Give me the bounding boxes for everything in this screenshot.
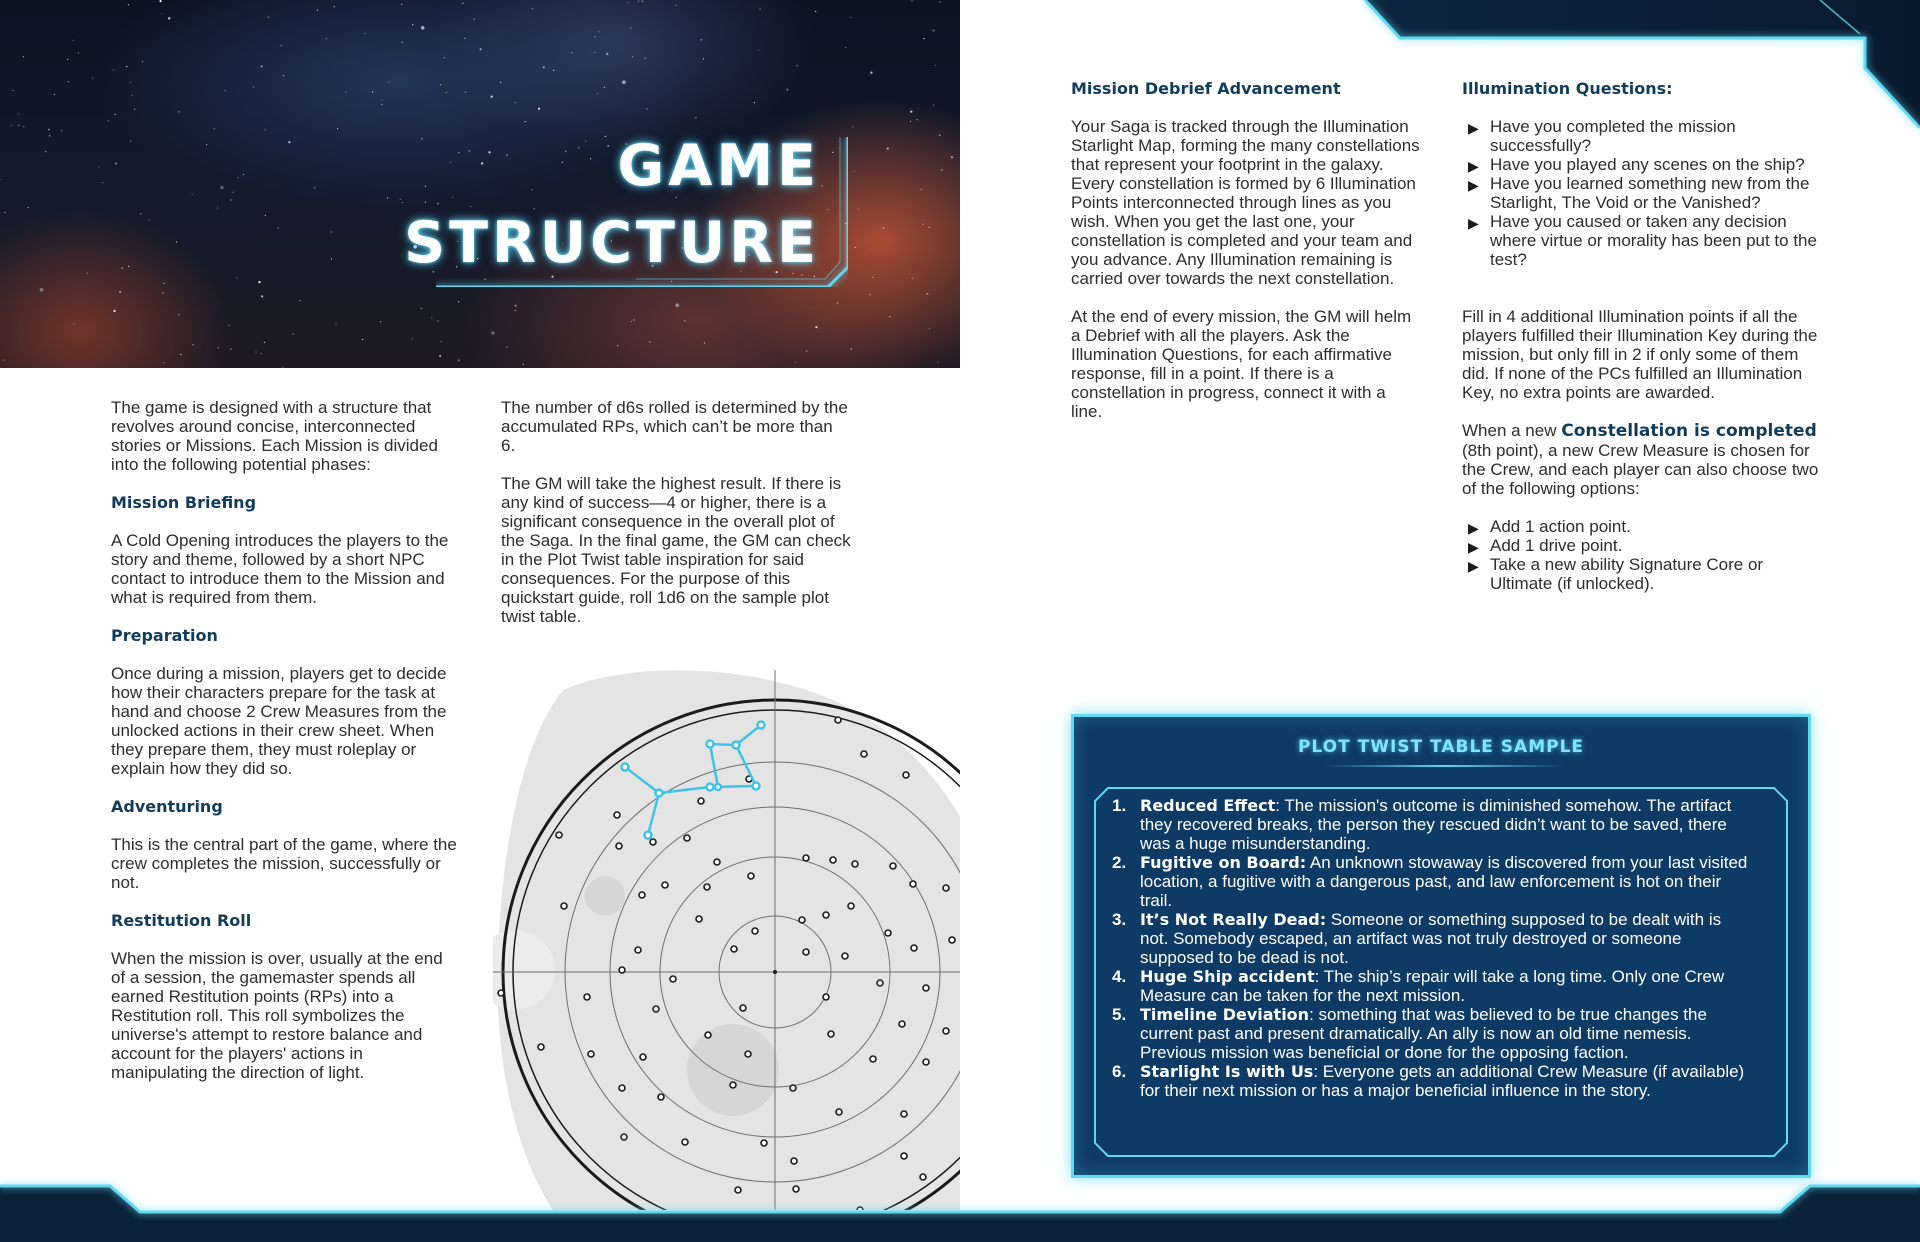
heading-mission-debrief: Mission Debrief Advancement [1071, 79, 1341, 98]
star-point [752, 928, 758, 934]
triangle-bullet-icon: ▶ [1468, 520, 1479, 536]
plot-twist-item: 4. Huge Ship accident: The ship’s repair will take a long time. Only one Crew Measure can be taken for the next mission. [1112, 967, 1725, 1005]
star-point [823, 994, 829, 1000]
star-point [584, 994, 590, 1000]
star-point [848, 903, 854, 909]
starlight-map [493, 670, 960, 1210]
plot-twist-item: 2. Fugitive on Board: An unknown stowaway is discovered from your last visited location, a fugitive with a dangerous past, and law enforcement is hot on their trail. [1112, 853, 1748, 910]
star-point [730, 1082, 736, 1088]
star-point [842, 953, 848, 959]
hero-banner [0, 0, 960, 368]
star-point [619, 967, 625, 973]
star-point [714, 859, 720, 865]
star-point [861, 751, 867, 757]
star-point [698, 798, 704, 804]
star-point [903, 772, 909, 778]
star-point [696, 916, 702, 922]
star-point [704, 884, 710, 890]
page-title [404, 128, 820, 282]
star-point [619, 1085, 625, 1091]
star-point [799, 917, 805, 923]
list-item: ▶ Add 1 action point. [1468, 517, 1631, 536]
star-point [670, 976, 676, 982]
highlight-constellation: Constellation is completed [1561, 421, 1817, 441]
star-point [658, 1094, 664, 1100]
star-point [731, 946, 737, 952]
star-point [835, 717, 841, 723]
triangle-bullet-icon: ▶ [1468, 158, 1479, 174]
star-point [748, 873, 754, 879]
list-item: ▶ Have you caused or taken any decision where virtue or morality has been put to the test? [1468, 212, 1817, 269]
plot-twist-item: 5. Timeline Deviation: something that was believed to be true changes the current past and present dramatically. An ally is now an old time nemesis. Previous mission was beneficial or done for the opposing faction. [1112, 1005, 1707, 1062]
illumination-questions-list [1462, 117, 1822, 269]
triangle-bullet-icon: ▶ [1468, 558, 1479, 574]
paragraph-d6-count: The number of d6s rolled is determined by the accumulated RPs, which can’t be more than 6. [501, 398, 848, 455]
star-point [943, 1028, 949, 1034]
paragraph-mission-briefing: A Cold Opening introduces the players to the story and theme, followed by a short NPC contact to introduce them to the Mission and what is required from them. [111, 531, 449, 607]
star-point [877, 980, 883, 986]
paragraph-saga-tracking: Your Saga is tracked through the Illumination Starlight Map, forming the many constellations that represent your footprint in the galaxy. Every constellation is formed by 6 Illumination Points interconnected through lines as you wish. When you get the last one, your constellation is completed and your team and you advance. Any Illumination remaining is carried over towards the next constellation. [1071, 117, 1420, 288]
left-column-1 [111, 398, 461, 1101]
triangle-bullet-icon: ▶ [1468, 177, 1479, 193]
star-point [635, 947, 641, 953]
list-item: ▶ Have you completed the mission successfully? [1468, 117, 1736, 155]
right-column-2 [1462, 79, 1822, 593]
heading-mission-briefing: Mission Briefing [111, 493, 257, 512]
star-point [836, 1109, 842, 1115]
star-point [899, 1021, 905, 1027]
paragraph-debrief: At the end of every mission, the GM will helm a Debrief with all the players. Ask the Illumination Questions, for each affirmative response, fill in a point. If there is a constellation in progress, connect it with a line. [1071, 307, 1412, 421]
intro-paragraph: The game is designed with a structure that revolves around concise, interconnected stories or Missions. Each Mission is divided into the following potential phases: [111, 398, 438, 474]
star-point [911, 945, 917, 951]
star-point [901, 1111, 907, 1117]
plot-twist-table [1071, 714, 1811, 1178]
star-point [662, 882, 668, 888]
star-point [761, 1140, 767, 1146]
star-point [823, 912, 829, 918]
star-point [791, 1158, 797, 1164]
heading-illumination-questions: Illumination Questions: [1462, 79, 1673, 98]
left-column-2 [501, 398, 851, 645]
star-point [682, 1139, 688, 1145]
star-point [803, 949, 809, 955]
star-point [910, 881, 916, 887]
advancement-options-list [1462, 517, 1822, 593]
star-point [588, 1051, 594, 1057]
star-point [650, 839, 656, 845]
star-point [561, 903, 567, 909]
star-point [616, 843, 622, 849]
star-point [923, 1059, 929, 1065]
star-point [943, 885, 949, 891]
plot-twist-title: PLOT TWIST TABLE SAMPLE [1297, 737, 1585, 757]
title-underline [1324, 765, 1564, 767]
star-point [949, 937, 955, 943]
star-point [640, 1054, 646, 1060]
heading-restitution-roll: Restitution Roll [111, 911, 252, 930]
star-point [923, 985, 929, 991]
plot-twist-list [1112, 796, 1752, 1100]
right-column-1 [1071, 79, 1421, 440]
star-point [890, 863, 896, 869]
title-line-1: GAME [617, 133, 820, 199]
list-item: ▶ Have you played any scenes on the ship? [1468, 155, 1805, 174]
star-point [901, 1153, 907, 1159]
star-point [852, 861, 858, 867]
star-point [498, 990, 504, 996]
triangle-bullet-icon: ▶ [1468, 120, 1479, 136]
paragraph-preparation: Once during a mission, players get to decide how their characters prepare for the task at hand and choose 2 Crew Measures from the unlocked actions in their crew sheet. When they prepare them, they must roleplay or explain how they did so. [111, 664, 447, 778]
title-line-2: STRUCTURE [404, 210, 820, 276]
list-item: ▶ Take a new ability Signature Core or Ultimate (if unlocked). [1468, 555, 1764, 593]
paragraph-gm-result: The GM will take the highest result. If there is any kind of success—4 or higher, there is a significant consequence in the overall plot of the Saga. In the final game, the GM can check in the Plot Twist table inspiration for said consequences. For the purpose of this quickstart guide, roll 1d6 on the sample plot twist table. [501, 474, 851, 626]
star-point [639, 892, 645, 898]
star-point [830, 857, 836, 863]
star-point [684, 835, 690, 841]
footer-bar [0, 1178, 1920, 1242]
star-point [614, 812, 620, 818]
paragraph-restitution-roll: When the mission is over, usually at the end of a session, the gamemaster spends all earned Restitution points (RPs) into a Restitution roll. This roll symbolizes the universe's attempt to restore balance and account for the players' actions in manipulating the direction of light. [111, 949, 443, 1082]
star-point [885, 930, 891, 936]
list-item: ▶ Add 1 drive point. [1468, 536, 1623, 555]
star-point [803, 855, 809, 861]
star-point [790, 1085, 796, 1091]
heading-adventuring: Adventuring [111, 797, 223, 816]
star-point [653, 1006, 659, 1012]
triangle-bullet-icon: ▶ [1468, 215, 1479, 231]
star-point [740, 1005, 746, 1011]
star-point [538, 1044, 544, 1050]
star-point [621, 1134, 627, 1140]
paragraph-fill-points: Fill in 4 additional Illumination points if all the players fulfilled their Illumination Key during the mission, but only fill in 2 if only some of them did. If none of the PCs fulfilled an Illumination Key, no extra points are awarded. [1462, 307, 1818, 402]
plot-twist-item: 1. Reduced Effect: The mission's outcome is diminished somehow. The artifact they recovered breaks, the person they rescued didn’t want to be saved, there was a huge misunderstanding. [1112, 796, 1732, 853]
star-point [556, 832, 562, 838]
star-point [828, 1031, 834, 1037]
plot-twist-item: 3. It’s Not Really Dead: Someone or something supposed to be dealt with is not. Somebody escaped, an artifact was not truly destroyed or someone supposed to be dead is not. [1112, 910, 1722, 967]
star-point [870, 1056, 876, 1062]
paragraph-constellation-completed: When a new Constellation is completed (8th point), a new Crew Measure is chosen for the Crew, and each player can also choose two of the following options: [1462, 421, 1819, 498]
triangle-bullet-icon: ▶ [1468, 539, 1479, 555]
paragraph-adventuring: This is the central part of the game, where the crew completes the mission, successfully or not. [111, 835, 457, 892]
star-point [745, 1051, 751, 1057]
plot-twist-item: 6. Starlight Is with Us: Everyone gets an additional Crew Measure (if available) for their next mission or has a major beneficial influence in the story. [1112, 1062, 1745, 1100]
list-item: ▶ Have you learned something new from the Starlight, The Void or the Vanished? [1468, 174, 1810, 212]
star-point [705, 1032, 711, 1038]
heading-preparation: Preparation [111, 626, 218, 645]
